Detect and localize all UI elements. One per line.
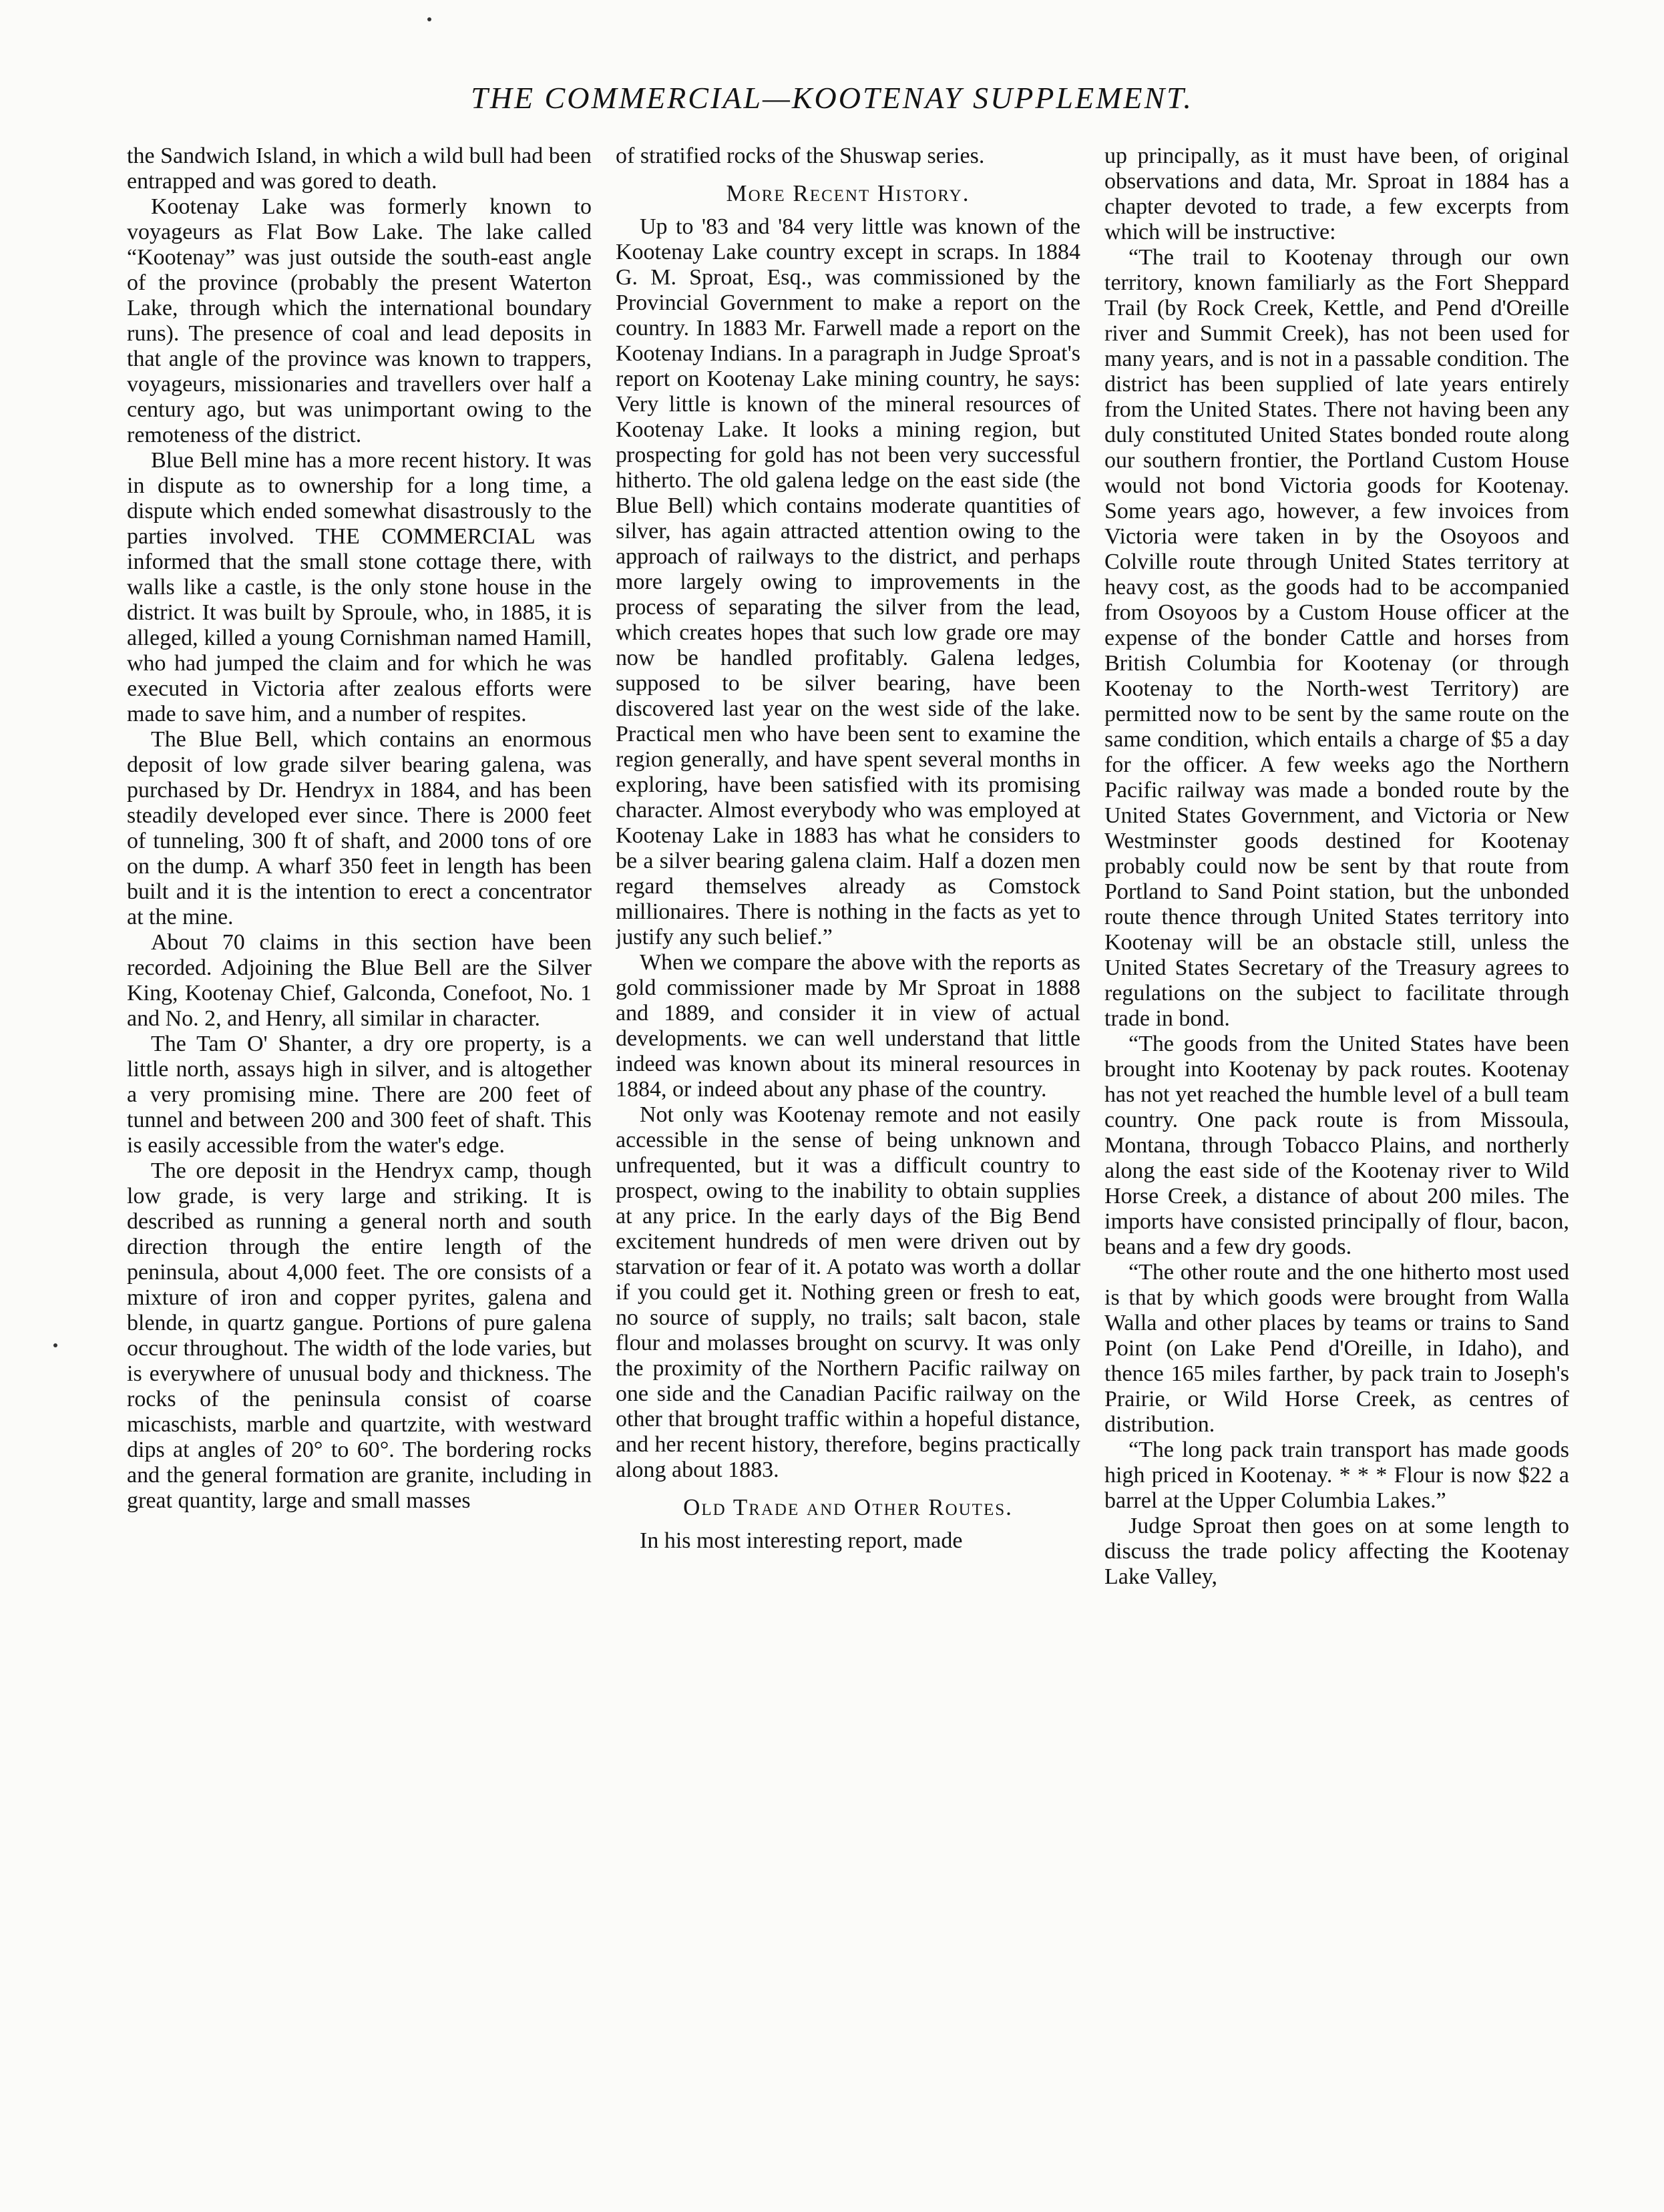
section-heading: Old Trade and Other Routes. — [683, 1494, 1013, 1520]
column-3 — [1104, 144, 1569, 2180]
paragraph: The Blue Bell, which contains an enormous deposit of low grade silver bearing galena, was purchased by Dr. Hendryx in 1884, and has been steadily developed ever since. There is 2000 feet of tunneling, 300 ft of shaft, and 2000 tons of ore on the dump. A wharf 350 feet in length has been built and it is the intention to erect a concentrator at the mine. — [127, 727, 592, 929]
column-1 — [127, 144, 592, 2180]
section-heading: More Recent History. — [726, 180, 970, 206]
article-body — [127, 144, 1569, 2180]
paragraph: “The goods from the United States have been brought into Kootenay by pack routes. Kootenay has not yet reached the humble level of a bull team country. One pack route is from Missoula, Montana, through Tobacco Plains, and northerly along the east side of the Kootenay river to Wild Horse Creek, a distance of about 200 miles. The imports have consisted principally of flour, bacon, beans and a few dry goods. — [1104, 1032, 1569, 1259]
paragraph: “The other route and the one hitherto most used is that by which goods were brought from Walla Walla and other places by teams or trains to Sand Point (on Lake Pend d'Oreille, in Idaho), and thence 165 miles farther, by pack train to Joseph's Prairie, or Wild Horse Creek, as centres of distribution. — [1104, 1260, 1569, 1437]
paragraph: “The long pack train transport has made goods high priced in Kootenay. * * * Flour is now $22 a barrel at the Upper Columbia Lakes.” — [1104, 1437, 1569, 1513]
print-speck — [427, 17, 431, 21]
paragraph: Not only was Kootenay remote and not easily accessible in the sense of being unknown and unfrequented, but it was a difficult country to prospect, owing to the inability to obtain supplies at any price. In the early days of the Big Bend excitement hundreds of men were driven out by starvation or fear of it. A potato was worth a dollar if you could get it. Nothing green or fresh to eat, no source of supply, no trails; salt bacon, stale flour and molasses brought on scurvy. It was only the proximity of the Northern Pacific railway on one side and the Canadian Pacific railway on the other that brought traffic within a hopeful distance, and her recent history, therefore, begins practically along about 1883. — [616, 1102, 1080, 1482]
paragraph: The Tam O' Shanter, a dry ore property, is a little north, assays high in silver, and is altogether a very promising mine. There are 200 feet of tunnel and between 200 and 300 feet of shaft. This is easily accessible from the water's edge. — [127, 1032, 592, 1158]
column-2 — [616, 144, 1080, 2180]
print-speck — [53, 1343, 57, 1347]
paragraph: up principally, as it must have been, of original observations and data, Mr. Sproat in 1884 has a chapter devoted to trade, a few excerpts from which will be instructive: — [1104, 144, 1569, 244]
paragraph: The ore deposit in the Hendryx camp, though low grade, is very large and striking. It is described as running a general north and south direction through the entire length of the peninsula, about 4,000 feet. The ore consists of a mixture of iron and copper pyrites, galena and blende, in quartz gangue. Portions of pure galena occur throughout. The width of the lode varies, but is everywhere of unusual body and thickness. The rocks of the peninsula consist of coarse micaschists, marble and quartzite, with westward dips at angles of 20° to 60°. The bordering rocks and the general formation are granite, including in great quantity, large and small masses — [127, 1158, 592, 1513]
paragraph: In his most interesting report, made — [640, 1528, 963, 1553]
paragraph: Judge Sproat then goes on at some length to discuss the trade policy affecting the Kootenay Lake Valley, — [1104, 1514, 1569, 1589]
paragraph: of stratified rocks of the Shuswap series. — [616, 144, 985, 168]
paragraph: Blue Bell mine has a more recent history. It was in dispute as to ownership for a long time, a dispute which ended somewhat disastrously to the parties involved. THE COMMERCIAL was informed that the small stone cottage there, with walls like a castle, is the only stone house in the district. It was built by Sproule, who, in 1885, it is alleged, killed a young Cornishman named Hamill, who had jumped the claim and for which he was executed in Victoria after zealous efforts were made to save him, and a number of respites. — [127, 448, 592, 726]
paragraph: When we compare the above with the reports as gold commissioner made by Mr Sproat in 1888 and 1889, and consider it in view of actual developments. we can well understand that little indeed was known about its mineral resources in 1884, or indeed about any phase of the country. — [616, 950, 1080, 1102]
paragraph: About 70 claims in this section have been recorded. Adjoining the Blue Bell are the Silver King, Kootenay Chief, Galconda, Conefoot, No. 1 and No. 2, and Henry, all similar in character. — [127, 930, 592, 1031]
paragraph: Up to '83 and '84 very little was known of the Kootenay Lake country except in scraps. In 1884 G. M. Sproat, Esq., was commissioned by the Provincial Government to make a report on the country. In 1883 Mr. Farwell made a report on the Kootenay Indians. In a paragraph in Judge Sproat's report on Kootenay Lake mining country, he says: Very little is known of the mineral resources of Kootenay Lake. It looks a mining region, but prospecting for gold has not been very successful hitherto. The old galena ledge on the east side (the Blue Bell) which contains moderate quantities of silver, has again attracted attention owing to the approach of railways to the district, and perhaps more largely owing to improvements in the process of separating the silver from the lead, which creates hopes that such low grade ore may now be handled profitably. Galena ledges, supposed to be silver bearing, have been discovered last year on the west side of the lake. Practical men who have been sent to examine the region generally, and have spent several months in exploring, have been satisfied with its promising character. Almost everybody who was employed at Kootenay Lake in 1883 has what he considers to be a silver bearing galena claim. Half a dozen men regard themselves already as Comstock millionaires. There is nothing in the facts as yet to justify any such belief.” — [616, 214, 1080, 949]
paragraph: “The trail to Kootenay through our own territory, known familiarly as the Fort Sheppard Trail (by Rock Creek, Kettle, and Pend d'Oreille river and Summit Creek), has not been used for many years, and is not in a passable condition. The district has been supplied of late years entirely from the United States. There not having been any duly constituted United States bonded route along our southern frontier, the Portland Custom House would not bond Victoria goods for Kootenay. Some years ago, however, a few invoices from Victoria were taken in by the Osoyoos and Colville route through United States territory at heavy cost, as the goods had to be accompanied from Osoyoos by a Custom House officer at the expense of the bonder Cattle and horses from British Columbia for Kootenay (or through Kootenay to the North-west Territory) are permitted now to be sent by the same route on the same condition, which entails a charge of $5 a day for the officer. A few weeks ago the Northern Pacific railway was made a bonded route by the United States Government, and Victoria or New Westminster goods destined for Kootenay probably could now be sent by that route from Portland to Sand Point station, but the unbonded route thence through United States territory into Kootenay will be an obstacle still, unless the United States Secretary of the Treasury agrees to regulations on the subject to facilitate through trade in bond. — [1104, 245, 1569, 1031]
paragraph: Kootenay Lake was formerly known to voyageurs as Flat Bow Lake. The lake called “Kootenay” was just outside the south-east angle of the province (probably the present Waterton Lake, through which the international boundary runs). The presence of coal and lead deposits in that angle of the province was known to trappers, voyageurs, missionaries and travellers over half a century ago, but was unimportant owing to the remoteness of the district. — [127, 194, 592, 447]
page-header: THE COMMERCIAL—KOOTENAY SUPPLEMENT. — [471, 81, 1193, 115]
paragraph: the Sandwich Island, in which a wild bull had been entrapped and was gored to death. — [127, 144, 592, 194]
